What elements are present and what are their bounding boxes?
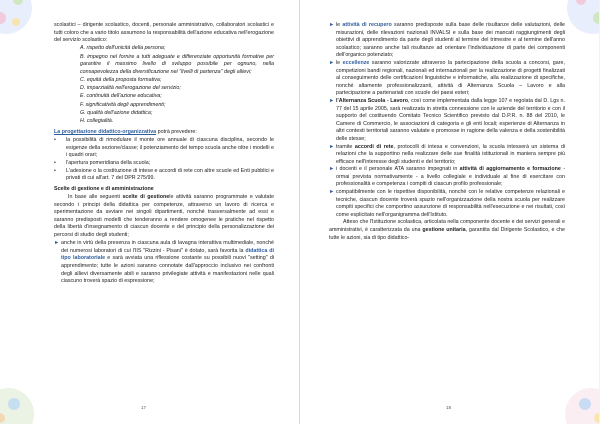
arrow-item: ► le eccellenze saranno valorizzate attraverso la partecipazione della scuola a concorsi, gare, competizioni bandi regionali, nazionali ed internazionali per la realizzazione di progetti finalizzati al conseguimento delle certificazioni linguistiche e informatiche, alla realizzazione di specifiche, nonché altamente professionalizzanti, attività di Alternanza Scuola – Lavoro e alla partecipazione a partenariati con scuole dei paesi esteri; — [329, 59, 565, 97]
intro-paragraph: scolastici – dirigente scolastico, docenti, personale amministrativo, collaboratori scolastici e tutti coloro che a vario titolo assumono la responsabilità dell'azione educativa nell'erogazione del servizio scolastico: — [54, 22, 274, 44]
arrow-right-icon: ► — [329, 189, 335, 196]
closing-paragraph: Atteso che l'Istituzione scolastica, articolata nella componente docente e dei servizi generali e amministrativi, è caratterizzata da una gestione unitaria, garantita dal Dirigente Scolastico, e che tutte le azioni, sia di tipo didattico- — [329, 219, 565, 241]
arrow-item: ► tramite accordi di rete, protocolli di intesa e convenzioni, la scuola intesserà un sistema di relazioni che la supportino nella realizzare delle sue finalità istituzionali in maniera sempre più efficace nell'interesse degli studenti e del territorio; — [329, 143, 565, 165]
progettazione-tail: potrà prevedere: — [157, 129, 197, 136]
principle-c: C. equità della proposta formativa; — [80, 76, 162, 83]
principle-a: A. rispetto dell'unicità della persona; — [80, 45, 166, 52]
bullet-item: • L'adesione o la costituzione di intese e accordi di rete con altre scuole ed Enti pubblici e privati di cui all'art. 7 del DPR 275/99. — [54, 167, 274, 182]
page-right — [300, 0, 599, 424]
arrow-right-icon: ► — [329, 166, 335, 173]
decorative-corner-top-left — [0, 0, 46, 48]
decorative-corner-bottom-right — [551, 374, 599, 424]
bullet-dot-icon: • — [54, 167, 56, 174]
decorative-corner-bottom-left — [0, 374, 48, 424]
left-body-text — [54, 22, 274, 286]
bullet-item: • l'apertura pomeridiana della scuola; — [54, 160, 151, 167]
scelte-heading: Scelte di gestione e di amministrazione — [54, 185, 154, 192]
arrow-item: ► l'Alternanza Scuola - Lavoro, così come implementata dalla legge 107 e regolata dal D. Lgs n. 77 del 15 aprile 2005, sarà realizzata in stretta connessione con le aziende del territorio e con il supporto del costituendo Comitato Tecnico Scientifico previsto dal D.P.R. n. 88 del 2010, le Camere di Commercio, le associazioni di categoria e gli enti locali; esperienze di Alternanza in altri contesti territoriali saranno valutate e promosse in ragione della valenza e della sostenibilità delle stesse; — [329, 97, 565, 142]
arrow-right-icon: ► — [329, 22, 335, 28]
scelte-paragraph: In base alle seguenti scelte di gestionele attività saranno programmate e valutate secondo i principi della didattica per competenze, attraverso un lavoro di ricerca e sperimentazione da avviare nei singoli dipartimenti, nonché trasversalmente ad essi e saranno predisposti modelli che tenderanno a rendere omogenee le pratiche nel rispetto della libertà d'insegnamento di ciascun docente e del principio della personalizzazione dei percorsi di studio degli studenti; — [54, 194, 274, 238]
progettazione-label: La progettazione didattico-organizzativa — [54, 129, 157, 136]
arrow-right-icon: ► — [54, 240, 60, 247]
arrow-item: ► compatibilmente con le rispettive disponibilità, nonché con le relative competenze relazionali e tecniche, ciascun docente troverà spazio nell'organizzazione della nostra scuola per realizzare compiti specifici che comportino assunzione di responsabilità nell'esecuzione e nei risultati, così come esplicitato nell'organigramma dell'Istituto. — [329, 189, 565, 218]
principle-h: H. collegialità. — [80, 117, 114, 124]
principle-d: D. imparzialità nell'erogazione del servizio; — [80, 85, 181, 92]
principle-e: E. continuità dell'azione educativa; — [80, 93, 162, 100]
page-number-left: 17 — [141, 405, 147, 410]
progettazione-heading — [54, 129, 274, 137]
arrow-item: ► anche in virtù della presenza in ciascuna aula di lavagna interattiva multimediale, nonché dei numerosi laboratori di cui l'IIS "Rizzini - Pisani" è dotato, sarà favorita la didattica di tipo laboratoriale e sarà avviata una riflessione costante su possibili nuovi "setting" di apprendimento; tutte le azioni saranno connotate dall'approccio inclusivo nei confronti degli allievi diversamente abili e saranno privilegiate attività e manifestazioni nelle quali ciascuno troverà spazio di espressione; — [54, 240, 274, 285]
principle-f: F. significatività degli apprendimenti; — [80, 101, 166, 108]
page-number-right: 18 — [446, 405, 452, 410]
arrow-item: ► i docenti e il personale ATA saranno impegnati in attività di aggiornamento e formazione - ormai prevista normativamente - a livello collegiale e individuale al fine di esercitare con professionalità e competenza i compiti di ciascun profilo professionale; — [329, 166, 565, 188]
arrow-right-icon: ► — [329, 143, 335, 150]
arrow-item: ► le attività di recupero saranno predisposte sulla base delle risultanze delle valutazioni, delle misurazioni, delle rilevazioni nazionali INVALSI e sulla base dei mancati raggiungimenti degli obiettivi di apprendimento da parte degli studenti al termine del trimestre e al termine dell'anno scolastico; saranno anche tali risultanze ad orientare l'individuazione di parte dei componenti dell'organico potenziato; — [329, 22, 565, 59]
arrow-right-icon: ► — [329, 97, 335, 104]
bullet-dot-icon: • — [54, 160, 56, 167]
bullet-dot-icon: • — [54, 137, 56, 144]
principle-g: G. qualità dell'azione didattica; — [80, 109, 153, 116]
arrow-right-icon: ► — [329, 59, 335, 66]
right-body-text — [329, 22, 565, 243]
bullet-item: • la possibilità di rimodulare il monte ore annuale di ciascuna disciplina, secondo le esigenze della sezione/classe; il potenziamento del tempo scuola anche oltre i modelli e i quadri orari; — [54, 137, 274, 159]
principle-b: B. impegno nel fornire a tutti adeguate e differenziate opportunità formative per garantire il massimo livello di sviluppo possibile per ognuno, nella consapevolezza della diversificazione nei "livelli di partenza" degli allievi; — [80, 53, 274, 75]
